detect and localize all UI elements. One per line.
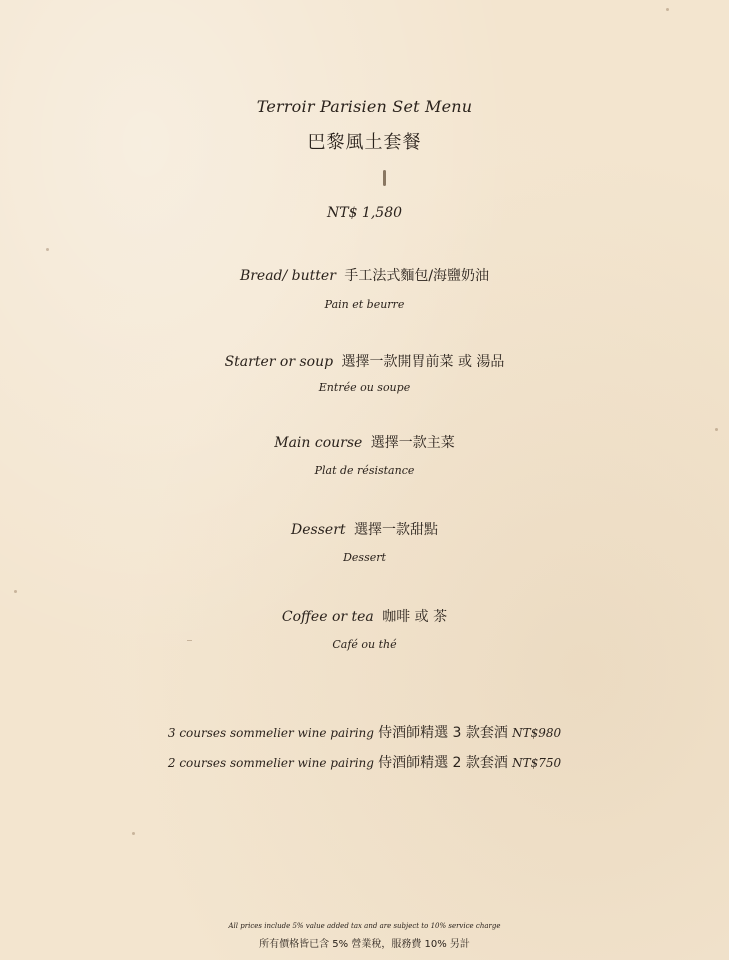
pairing-price: NT$750 <box>512 756 562 770</box>
pairing-name-en: 3 courses sommelier wine pairing <box>167 726 374 740</box>
wine-pairing-2 <box>0 752 729 772</box>
course-name-en: Bread/ butter <box>239 268 336 284</box>
course-name-zh: 選擇一款開胃前菜 或 湯品 <box>341 354 505 370</box>
pairing-name-zh: 侍酒師精選 2 款套酒 <box>378 755 508 771</box>
paper-speck <box>132 832 135 835</box>
course-bread <box>0 265 729 285</box>
course-name-fr: Plat de résistance <box>314 464 415 477</box>
set-price: NT$ 1,580 <box>326 205 403 221</box>
course-name-en: Starter or soup <box>224 354 334 370</box>
course-name-fr: Entrée ou soupe <box>318 381 411 394</box>
course-name-zh: 選擇一款甜點 <box>353 522 438 538</box>
course-dessert <box>0 519 729 539</box>
course-name-fr: Dessert <box>343 551 386 564</box>
footer-note-zh: 所有價格皆已含 5% 營業稅，服務費 10% 另計 <box>259 939 470 950</box>
course-name-zh: 手工法式麵包/海鹽奶油 <box>344 268 490 284</box>
course-name-fr: Café ou thé <box>332 638 397 651</box>
course-name-zh: 咖啡 或 茶 <box>382 609 448 625</box>
footer-note-en: All prices include 5% value added tax and are subject to 10% service charge <box>228 922 501 930</box>
menu-title-zh: 巴黎風土套餐 <box>307 132 422 153</box>
menu-title-en: Terroir Parisien Set Menu <box>256 97 473 116</box>
divider-ornament <box>383 170 386 186</box>
pairing-name-en: 2 courses sommelier wine pairing <box>167 756 374 770</box>
paper-speck <box>715 428 718 431</box>
course-name-en: Coffee or tea <box>281 609 374 625</box>
course-name-en: Main course <box>274 435 363 451</box>
paper-speck <box>46 248 49 251</box>
pairing-price: NT$980 <box>512 726 562 740</box>
paper-speck <box>187 640 192 641</box>
paper-speck <box>666 8 669 11</box>
course-starter <box>0 351 729 371</box>
pairing-name-zh: 侍酒師精選 3 款套酒 <box>378 725 508 741</box>
course-coffee-tea <box>0 606 729 626</box>
wine-pairing-3 <box>0 722 729 742</box>
paper-speck <box>14 590 17 593</box>
course-name-fr: Pain et beurre <box>324 298 405 311</box>
course-name-zh: 選擇一款主菜 <box>370 435 455 451</box>
course-name-en: Dessert <box>291 522 346 538</box>
course-main <box>0 432 729 452</box>
